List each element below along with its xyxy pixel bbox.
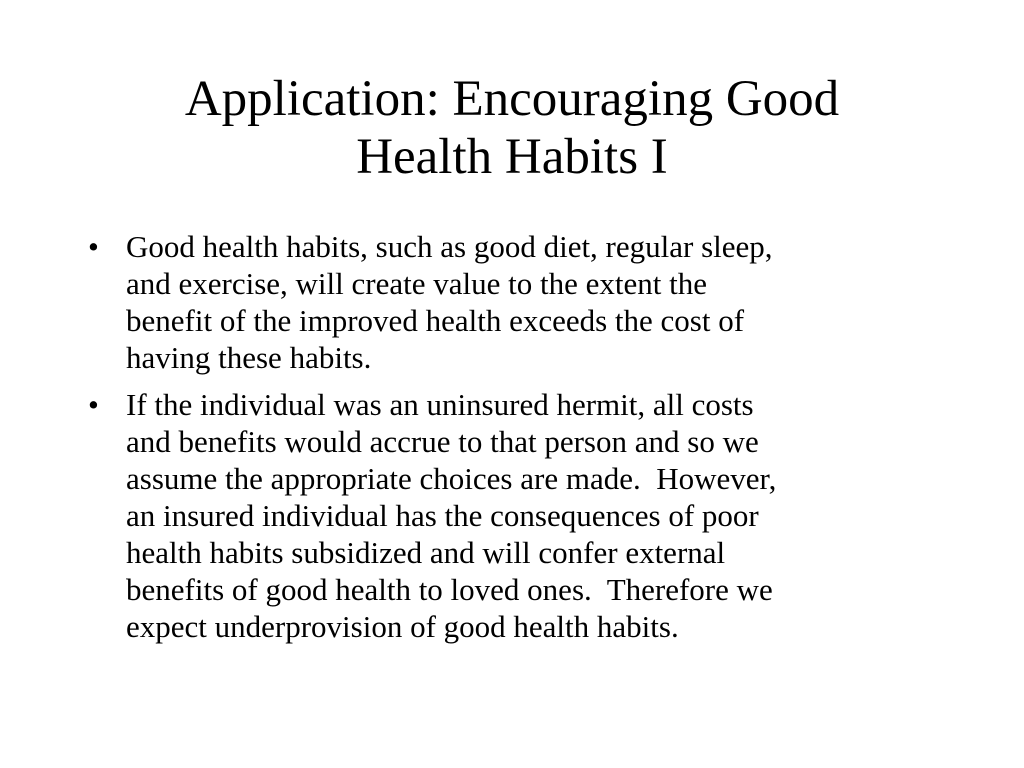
bullet-line: expect underprovision of good health habits.	[126, 609, 679, 644]
bullet-line: health habits subsidized and will confer external	[126, 535, 726, 570]
bullet-line: benefit of the improved health exceeds the cost of	[126, 303, 745, 338]
bullet-line: and exercise, will create value to the extent the	[126, 266, 707, 301]
bullet-text	[126, 386, 976, 645]
bullet-line: and benefits would accrue to that person and so we	[126, 424, 759, 459]
bullet-line: assume the appropriate choices are made. However,	[126, 461, 777, 496]
bullet-line: an insured individual has the consequences of poor	[126, 498, 759, 533]
title-line: Application: Encouraging Good	[184, 71, 840, 127]
bullet-line: benefits of good health to loved ones. Therefore we	[126, 572, 773, 607]
bullet-item	[88, 228, 988, 376]
bullet-line: If the individual was an uninsured hermit, all costs	[126, 387, 754, 422]
bullet-icon: •	[88, 229, 99, 264]
bullet-line: Good health habits, such as good diet, regular sleep,	[126, 229, 773, 264]
bullet-line: having these habits.	[126, 340, 372, 375]
bullet-icon: •	[88, 387, 99, 422]
bullet-text	[126, 228, 976, 376]
slide-title	[60, 70, 964, 186]
bullet-item	[88, 386, 988, 645]
bullet-list	[88, 228, 988, 655]
title-line: Health Habits I	[356, 129, 668, 185]
